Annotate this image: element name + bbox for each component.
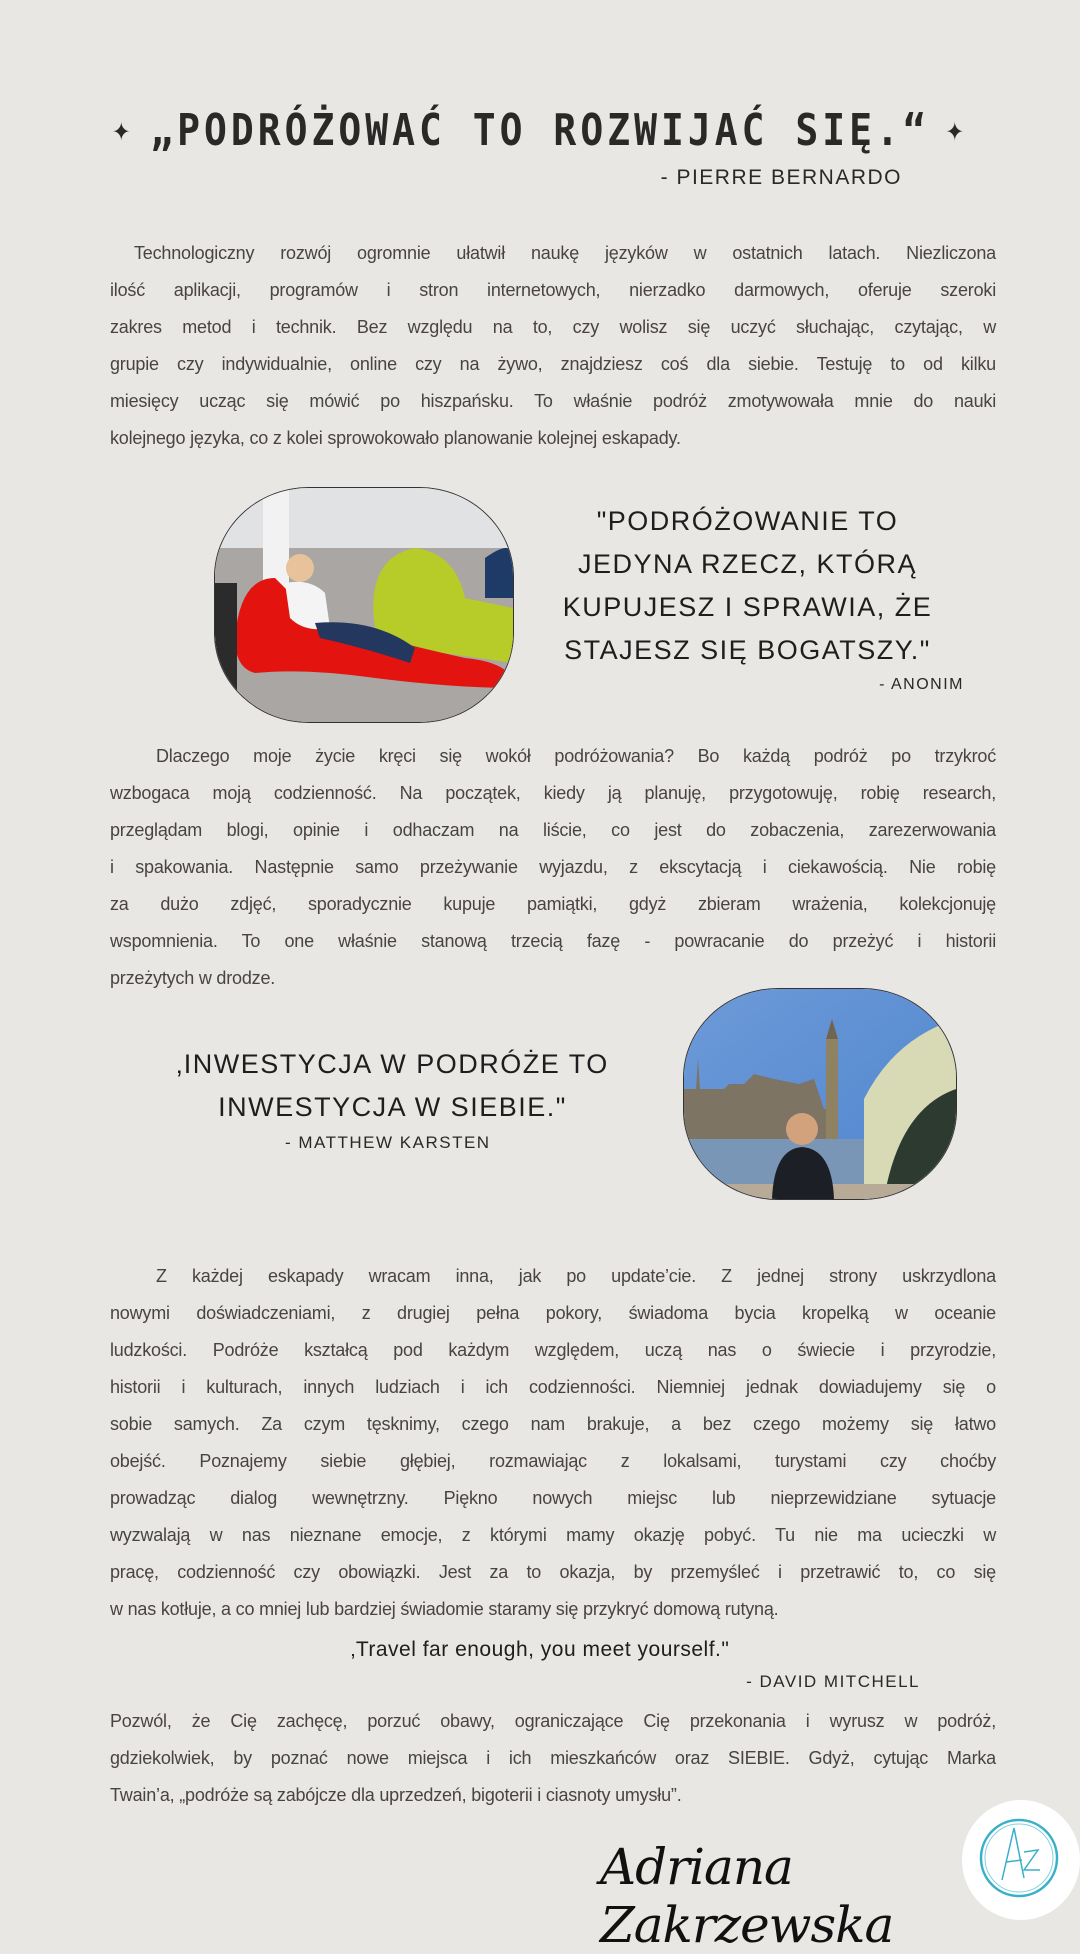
title-text: „PODRÓŻOWAĆ TO ROZWIJAĆ SIĘ.“ — [150, 104, 930, 156]
paragraph-line: za dużo zdjęć, sporadycznie kupuje pamiątki, gdyż zbieram wrażenia, kolekcjonuję — [110, 894, 996, 914]
paragraph-line: historii i kulturach, innych ludziach i ich codzienności. Niemniej jednak dowiadujemy się o — [110, 1377, 996, 1397]
quote-3: ‚Travel far enough, you meet yourself." — [350, 1638, 730, 1661]
paragraph-line: obejść. Poznajemy siebie głębiej, rozmawiając z lokalsami, turystami czy choćby — [110, 1451, 996, 1471]
quote-line: STAJESZ SIĘ BOGATSZY." — [564, 635, 931, 665]
quote-line: "PODRÓŻOWANIE TO — [596, 506, 899, 536]
quote-line: INWESTYCJA W SIEBIE." — [218, 1092, 567, 1122]
paragraph-4 — [110, 1703, 996, 1814]
star-icon: ✦ — [945, 109, 968, 150]
paragraph-line: Pozwól, że Cię zachęcę, porzuć obawy, ograniczające Cię przekonania i wyrusz w podróż, — [110, 1711, 996, 1731]
photo-london-westminster — [683, 988, 957, 1200]
paragraph-line: zakres metod i technik. Bez względu na to, czy wolisz się uczyć słuchając, czytając, w — [110, 317, 996, 337]
paragraph-line: sobie samych. Za czym tęsknimy, czego nam brakuje, a bez czego możemy się łatwo — [110, 1414, 996, 1434]
paragraph-line: miesięcy ucząc się mówić po hiszpańsku. To właśnie podróż zmotywowała mnie do nauki — [110, 391, 996, 411]
paragraph-line: kolejnego języka, co z kolei sprowokowało planowanie kolejnej eskapady. — [110, 428, 681, 448]
paragraph-line: ludzkości. Podróże kształcą pod każdym względem, uczą nas o świecie i przyrodzie, — [110, 1340, 996, 1360]
quote-line: ‚INWESTYCJA W PODRÓŻE TO — [176, 1049, 609, 1079]
quote-1-author: - ANONIM — [879, 676, 964, 693]
paragraph-line: przeżytych w drodze. — [110, 968, 276, 988]
quote-2 — [150, 1043, 635, 1129]
paragraph-line: prowadząc dialog wewnętrzny. Piękno nowych miejsc lub nieprzewidziane sytuacje — [110, 1488, 996, 1508]
az-logo-icon — [962, 1800, 1080, 1920]
paragraph-line: ilość aplikacji, programów i stron internetowych, nierzadko darmowych, oferuje szeroki — [110, 280, 996, 300]
paragraph-line: nowymi doświadczeniami, z drugiej pełna pokory, świadoma bycia kropelką w oceanie — [110, 1303, 996, 1323]
paragraph-line: pracę, codzienność czy obowiązki. Jest za to okazja, by przemyśleć i przetrawić to, co się — [110, 1562, 996, 1582]
quote-line: JEDYNA RZECZ, KTÓRĄ — [577, 549, 918, 579]
paragraph-3 — [110, 1258, 996, 1628]
quote-1 — [540, 500, 955, 672]
paragraph-line: w nas kotłuje, a co mniej lub bardziej świadomie staramy się przykryć domową rutyną. — [110, 1599, 779, 1619]
photo-airport-lounge — [214, 487, 514, 723]
quote-3-author: - DAVID MITCHELL — [746, 1672, 920, 1691]
paragraph-line: gdziekolwiek, by poznać nowe miejsca i ich mieszkańców oraz SIEBIE. Gdyż, cytując Marka — [110, 1748, 996, 1768]
page-title — [0, 105, 1080, 156]
paragraph-line: przeglądam blogi, opinie i odhaczam na liście, co jest do zobaczenia, zarezerwowania — [110, 820, 996, 840]
paragraph-line: wspomnienia. To one właśnie stanową trzecią fazę - powracanie do przeżyć i historii — [110, 931, 996, 951]
logo — [962, 1800, 1080, 1920]
paragraph-1 — [110, 235, 996, 457]
paragraph-2 — [110, 738, 996, 997]
paragraph-line: wzbogaca moją codzienność. Na początek, kiedy ją planuję, przygotowuję, robię research, — [110, 783, 996, 803]
paragraph-line: i spakowania. Następnie samo przeżywanie wyjazdu, z ekscytacją i ciekawością. Nie robię — [110, 857, 996, 877]
paragraph-line: Technologiczny rozwój ogromnie ułatwił naukę języków w ostatnich latach. Niezliczona — [134, 243, 996, 263]
quote-2-author: - MATTHEW KARSTEN — [285, 1133, 491, 1152]
quote-line: KUPUJESZ I SPRAWIA, ŻE — [562, 592, 933, 622]
paragraph-line: Twain’a, „podróże są zabójcze dla uprzedzeń, bigoterii i ciasnoty umysłu”. — [110, 1785, 682, 1805]
title-author: - PIERRE BERNARDO — [660, 166, 902, 189]
signature: Adriana Zakrzewska — [600, 1838, 894, 1954]
paragraph-line: grupie czy indywidualnie, online czy na żywo, znajdziesz coś dla siebie. Testuję to od kilku — [110, 354, 996, 374]
paragraph-line: Dlaczego moje życie kręci się wokół podróżowania? Bo każdą podróż po trzykroć — [156, 746, 996, 766]
paragraph-line: Z każdej eskapady wracam inna, jak po update’cie. Z jednej strony uskrzydlona — [156, 1266, 996, 1286]
star-icon: ✦ — [112, 109, 135, 150]
paragraph-line: wyzwalają w nas nieznane emocje, z którymi mamy okazję pobyć. Tu nie ma ucieczki w — [110, 1525, 996, 1545]
